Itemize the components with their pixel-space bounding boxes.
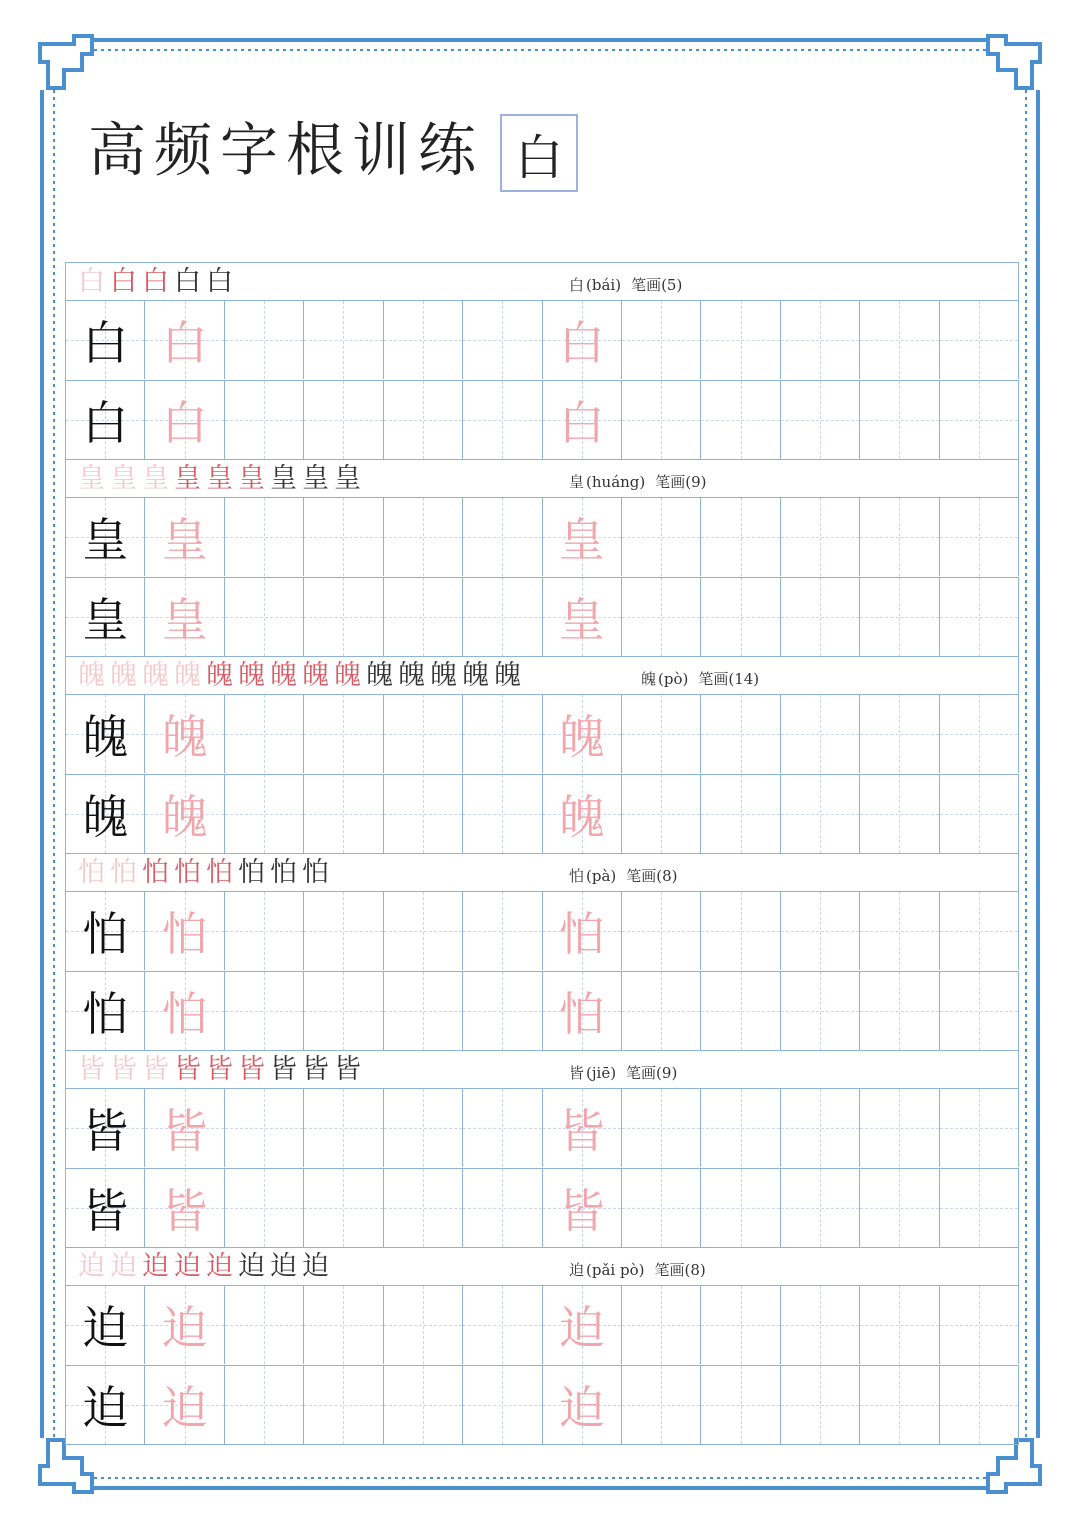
empty-practice-cell[interactable] <box>701 695 780 773</box>
empty-practice-cell[interactable] <box>940 695 1019 773</box>
stroke-step: 怕 <box>110 857 142 888</box>
grid-bottom-line <box>65 1444 1019 1445</box>
model-char: 皆 <box>82 1183 129 1238</box>
stroke-step: 怕 <box>238 857 270 888</box>
empty-practice-cell[interactable] <box>622 1366 701 1444</box>
char-section <box>65 656 1019 853</box>
model-char: 魄 <box>82 710 129 764</box>
trace-char: 怕 <box>161 986 208 1041</box>
empty-practice-cell[interactable] <box>225 1366 304 1444</box>
stroke-step: 魄 <box>302 660 334 691</box>
char-info <box>569 471 707 492</box>
empty-practice-cell[interactable] <box>622 775 701 853</box>
empty-practice-cell[interactable] <box>701 498 780 576</box>
trace-char: 魄 <box>161 789 208 844</box>
info-strokes: 笔画(9) <box>626 1064 678 1082</box>
empty-practice-cell[interactable] <box>463 578 542 656</box>
empty-practice-cell[interactable] <box>701 775 780 853</box>
trace-char: 皇 <box>161 592 208 647</box>
trace-char-cell[interactable] <box>543 695 622 773</box>
empty-practice-cell[interactable] <box>384 498 463 576</box>
info-strokes: 笔画(5) <box>631 276 683 294</box>
model-char-cell[interactable] <box>66 1366 145 1444</box>
model-char: 白 <box>82 395 129 450</box>
stroke-order-row <box>65 262 1019 300</box>
empty-practice-cell[interactable] <box>701 578 780 656</box>
stroke-step: 怕 <box>174 857 206 888</box>
empty-practice-cell[interactable] <box>225 1286 304 1364</box>
empty-practice-cell[interactable] <box>701 1366 780 1444</box>
trace-char-cell[interactable] <box>543 1169 622 1247</box>
stroke-order-row <box>65 1050 1019 1088</box>
empty-practice-cell[interactable] <box>940 301 1019 379</box>
stroke-step: 皆 <box>238 1054 270 1085</box>
empty-practice-cell[interactable] <box>781 1366 860 1444</box>
stroke-step: 皆 <box>174 1054 206 1085</box>
empty-practice-cell[interactable] <box>701 301 780 379</box>
stroke-step: 魄 <box>238 660 270 691</box>
empty-practice-cell[interactable] <box>622 578 701 656</box>
trace-char: 迫 <box>161 1380 208 1435</box>
empty-practice-cell[interactable] <box>940 1089 1019 1167</box>
empty-practice-cell[interactable] <box>304 381 383 459</box>
stroke-step: 怕 <box>302 857 334 888</box>
empty-practice-cell[interactable] <box>940 1366 1019 1444</box>
empty-practice-cell[interactable] <box>701 1089 780 1167</box>
trace-char-cell[interactable] <box>543 1286 622 1364</box>
writing-row <box>65 380 1019 460</box>
stroke-order-row <box>65 1247 1019 1285</box>
empty-practice-cell[interactable] <box>463 1366 542 1444</box>
empty-practice-cell[interactable] <box>860 381 939 459</box>
empty-practice-cell[interactable] <box>781 695 860 773</box>
stroke-order-row <box>65 656 1019 694</box>
stroke-step: 魄 <box>334 660 366 691</box>
stroke-step: 魄 <box>366 660 398 691</box>
trace-char: 白 <box>558 316 605 370</box>
model-char-cell[interactable] <box>66 775 145 853</box>
stroke-step: 皇 <box>206 463 238 494</box>
stroke-step: 皇 <box>270 463 302 494</box>
page-title: 高频字根训练 <box>88 116 485 184</box>
stroke-step: 皇 <box>334 463 366 494</box>
stroke-step: 怕 <box>78 857 110 888</box>
trace-char: 迫 <box>161 1301 208 1355</box>
stroke-step: 魄 <box>206 660 238 691</box>
empty-practice-cell[interactable] <box>304 1366 383 1444</box>
stroke-step: 魄 <box>174 660 206 691</box>
char-info <box>641 668 759 689</box>
empty-practice-cell[interactable] <box>622 381 701 459</box>
stroke-step: 魄 <box>270 660 302 691</box>
empty-practice-cell[interactable] <box>384 301 463 379</box>
empty-practice-cell[interactable] <box>860 578 939 656</box>
empty-practice-cell[interactable] <box>781 1169 860 1247</box>
empty-practice-cell[interactable] <box>463 301 542 379</box>
trace-char-cell[interactable] <box>543 381 622 459</box>
empty-practice-cell[interactable] <box>860 1366 939 1444</box>
writing-row <box>65 694 1019 774</box>
trace-char-cell[interactable] <box>145 775 224 853</box>
empty-practice-cell[interactable] <box>463 1169 542 1247</box>
empty-practice-cell[interactable] <box>781 578 860 656</box>
trace-char-cell[interactable] <box>145 695 224 773</box>
empty-practice-cell[interactable] <box>940 381 1019 459</box>
model-char-cell[interactable] <box>66 1169 145 1247</box>
stroke-step: 皇 <box>238 463 270 494</box>
stroke-step: 皆 <box>302 1054 334 1085</box>
stroke-step: 皆 <box>270 1054 302 1085</box>
info-pinyin: (pà) <box>586 867 617 885</box>
model-char-cell[interactable] <box>66 578 145 656</box>
stroke-step: 魄 <box>494 660 526 691</box>
empty-practice-cell[interactable] <box>225 972 304 1050</box>
empty-practice-cell[interactable] <box>622 1089 701 1167</box>
stroke-step: 魄 <box>398 660 430 691</box>
stroke-step: 皇 <box>302 463 334 494</box>
writing-row <box>65 971 1019 1051</box>
writing-row <box>65 1088 1019 1168</box>
trace-char-cell[interactable] <box>543 1366 622 1444</box>
empty-practice-cell[interactable] <box>225 1169 304 1247</box>
stroke-step: 皆 <box>206 1054 238 1085</box>
model-char-cell[interactable] <box>66 498 145 576</box>
stroke-step: 魄 <box>430 660 462 691</box>
writing-row <box>65 1365 1019 1445</box>
model-char: 怕 <box>82 986 129 1041</box>
trace-char-cell[interactable] <box>145 498 224 576</box>
char-section <box>65 853 1019 1050</box>
empty-practice-cell[interactable] <box>304 578 383 656</box>
info-pinyin: (huáng) <box>586 473 646 491</box>
trace-char: 皇 <box>558 592 605 647</box>
writing-row <box>65 774 1019 854</box>
stroke-step: 迫 <box>142 1251 174 1282</box>
writing-row <box>65 497 1019 577</box>
empty-practice-cell[interactable] <box>860 1169 939 1247</box>
trace-char-cell[interactable] <box>543 892 622 970</box>
empty-practice-cell[interactable] <box>384 892 463 970</box>
char-section <box>65 1247 1019 1444</box>
stroke-order-row <box>65 853 1019 891</box>
empty-practice-cell[interactable] <box>701 1169 780 1247</box>
info-char: 白 <box>569 276 585 294</box>
empty-practice-cell[interactable] <box>225 892 304 970</box>
stroke-step: 皇 <box>174 463 206 494</box>
empty-practice-cell[interactable] <box>940 498 1019 576</box>
model-char: 皇 <box>82 513 129 567</box>
empty-practice-cell[interactable] <box>860 972 939 1050</box>
model-char: 迫 <box>82 1301 129 1355</box>
empty-practice-cell[interactable] <box>384 1169 463 1247</box>
stroke-step: 皇 <box>142 463 174 494</box>
trace-char-cell[interactable] <box>145 1169 224 1247</box>
trace-char-cell[interactable] <box>543 972 622 1050</box>
empty-practice-cell[interactable] <box>701 381 780 459</box>
stroke-step: 怕 <box>206 857 238 888</box>
char-section <box>65 1050 1019 1247</box>
info-pinyin: (pò) <box>658 670 689 688</box>
empty-practice-cell[interactable] <box>304 301 383 379</box>
empty-practice-cell[interactable] <box>940 1169 1019 1247</box>
empty-practice-cell[interactable] <box>304 892 383 970</box>
empty-practice-cell[interactable] <box>225 578 304 656</box>
stroke-step: 皇 <box>78 463 110 494</box>
model-char: 魄 <box>82 789 129 844</box>
empty-practice-cell[interactable] <box>384 578 463 656</box>
trace-char: 怕 <box>558 907 605 961</box>
empty-practice-cell[interactable] <box>463 775 542 853</box>
empty-practice-cell[interactable] <box>225 301 304 379</box>
model-char: 怕 <box>82 907 129 961</box>
writing-row <box>65 1285 1019 1365</box>
trace-char-cell[interactable] <box>543 775 622 853</box>
writing-row <box>65 891 1019 971</box>
trace-char: 白 <box>161 316 208 370</box>
empty-practice-cell[interactable] <box>622 695 701 773</box>
info-char: 魄 <box>641 670 657 688</box>
trace-char-cell[interactable] <box>543 498 622 576</box>
empty-practice-cell[interactable] <box>225 1089 304 1167</box>
empty-practice-cell[interactable] <box>384 381 463 459</box>
trace-char: 白 <box>558 395 605 450</box>
empty-practice-cell[interactable] <box>860 1089 939 1167</box>
empty-practice-cell[interactable] <box>781 498 860 576</box>
trace-char: 迫 <box>558 1301 605 1355</box>
empty-practice-cell[interactable] <box>860 892 939 970</box>
stroke-step: 怕 <box>270 857 302 888</box>
stroke-step: 白 <box>110 266 142 297</box>
empty-practice-cell[interactable] <box>860 301 939 379</box>
empty-practice-cell[interactable] <box>622 1169 701 1247</box>
model-char-cell[interactable] <box>66 892 145 970</box>
empty-practice-cell[interactable] <box>781 1286 860 1364</box>
stroke-sequence <box>78 659 526 693</box>
char-section <box>65 459 1019 656</box>
model-char-cell[interactable] <box>66 695 145 773</box>
empty-practice-cell[interactable] <box>225 381 304 459</box>
trace-char: 魄 <box>161 710 208 764</box>
info-char: 皆 <box>569 1064 585 1082</box>
empty-practice-cell[interactable] <box>304 972 383 1050</box>
trace-char: 皆 <box>558 1104 605 1158</box>
char-info <box>569 1062 677 1083</box>
stroke-step: 魄 <box>110 660 142 691</box>
stroke-sequence <box>78 265 238 299</box>
trace-char: 皇 <box>558 513 605 567</box>
trace-char-cell[interactable] <box>543 578 622 656</box>
stroke-step: 皆 <box>78 1054 110 1085</box>
stroke-step: 迫 <box>110 1251 142 1282</box>
empty-practice-cell[interactable] <box>701 1286 780 1364</box>
stroke-step: 白 <box>78 266 110 297</box>
stroke-step: 皆 <box>142 1054 174 1085</box>
model-char-cell[interactable] <box>66 301 145 379</box>
empty-practice-cell[interactable] <box>940 775 1019 853</box>
empty-practice-cell[interactable] <box>225 695 304 773</box>
empty-practice-cell[interactable] <box>781 381 860 459</box>
info-pinyin: (pǎi pò) <box>586 1261 645 1279</box>
stroke-step: 皆 <box>110 1054 142 1085</box>
info-char: 怕 <box>569 867 585 885</box>
empty-practice-cell[interactable] <box>304 1089 383 1167</box>
empty-practice-cell[interactable] <box>860 775 939 853</box>
empty-practice-cell[interactable] <box>384 972 463 1050</box>
stroke-step: 白 <box>142 266 174 297</box>
empty-practice-cell[interactable] <box>463 1089 542 1167</box>
trace-char: 皆 <box>161 1183 208 1238</box>
trace-char: 白 <box>161 395 208 450</box>
empty-practice-cell[interactable] <box>384 1366 463 1444</box>
stroke-order-row <box>65 459 1019 497</box>
stroke-step: 迫 <box>206 1251 238 1282</box>
stroke-step: 迫 <box>270 1251 302 1282</box>
empty-practice-cell[interactable] <box>463 381 542 459</box>
trace-char: 魄 <box>558 789 605 844</box>
empty-practice-cell[interactable] <box>701 892 780 970</box>
empty-practice-cell[interactable] <box>463 498 542 576</box>
trace-char-cell[interactable] <box>145 1089 224 1167</box>
empty-practice-cell[interactable] <box>304 1169 383 1247</box>
trace-char: 皇 <box>161 513 208 567</box>
empty-practice-cell[interactable] <box>781 301 860 379</box>
char-section <box>65 262 1019 459</box>
model-char-cell[interactable] <box>66 972 145 1050</box>
stroke-step: 皆 <box>334 1054 366 1085</box>
empty-practice-cell[interactable] <box>463 695 542 773</box>
empty-practice-cell[interactable] <box>463 892 542 970</box>
stroke-step: 迫 <box>238 1251 270 1282</box>
char-info <box>569 865 678 886</box>
stroke-sequence <box>78 1053 366 1087</box>
stroke-step: 魄 <box>462 660 494 691</box>
trace-char-cell[interactable] <box>145 892 224 970</box>
empty-practice-cell[interactable] <box>304 695 383 773</box>
empty-practice-cell[interactable] <box>781 775 860 853</box>
info-strokes: 笔画(9) <box>655 473 707 491</box>
empty-practice-cell[interactable] <box>384 1286 463 1364</box>
empty-practice-cell[interactable] <box>940 892 1019 970</box>
char-info <box>569 1259 706 1280</box>
model-char: 迫 <box>82 1380 129 1435</box>
empty-practice-cell[interactable] <box>781 892 860 970</box>
empty-practice-cell[interactable] <box>622 301 701 379</box>
info-char: 迫 <box>569 1261 585 1279</box>
empty-practice-cell[interactable] <box>225 775 304 853</box>
stroke-sequence <box>78 856 334 890</box>
info-strokes: 笔画(8) <box>626 867 678 885</box>
empty-practice-cell[interactable] <box>860 695 939 773</box>
stroke-sequence <box>78 462 366 496</box>
empty-practice-cell[interactable] <box>622 972 701 1050</box>
info-pinyin: (jiē) <box>586 1064 617 1082</box>
model-char-cell[interactable] <box>66 1286 145 1364</box>
writing-row <box>65 577 1019 657</box>
trace-char: 魄 <box>558 710 605 764</box>
trace-char-cell[interactable] <box>145 578 224 656</box>
model-char-cell[interactable] <box>66 1089 145 1167</box>
trace-char-cell[interactable] <box>145 972 224 1050</box>
stroke-step: 怕 <box>142 857 174 888</box>
stroke-step: 魄 <box>142 660 174 691</box>
empty-practice-cell[interactable] <box>384 775 463 853</box>
info-char: 皇 <box>569 473 585 491</box>
empty-practice-cell[interactable] <box>384 1089 463 1167</box>
empty-practice-cell[interactable] <box>304 498 383 576</box>
model-char: 皆 <box>82 1104 129 1158</box>
stroke-step: 迫 <box>78 1251 110 1282</box>
stroke-step: 白 <box>206 266 238 297</box>
stroke-step: 魄 <box>78 660 110 691</box>
practice-grid <box>65 262 1019 1445</box>
trace-char: 迫 <box>558 1380 605 1435</box>
info-pinyin: (bái) <box>586 276 622 294</box>
trace-char: 皆 <box>558 1183 605 1238</box>
trace-char: 怕 <box>161 907 208 961</box>
model-char-cell[interactable] <box>66 381 145 459</box>
stroke-step: 迫 <box>302 1251 334 1282</box>
trace-char-cell[interactable] <box>145 301 224 379</box>
model-char: 皇 <box>82 592 129 647</box>
writing-row <box>65 300 1019 380</box>
empty-practice-cell[interactable] <box>860 1286 939 1364</box>
empty-practice-cell[interactable] <box>463 972 542 1050</box>
info-strokes: 笔画(14) <box>698 670 760 688</box>
writing-row <box>65 1168 1019 1248</box>
trace-char-cell[interactable] <box>145 381 224 459</box>
empty-practice-cell[interactable] <box>940 1286 1019 1364</box>
trace-char-cell[interactable] <box>145 1286 224 1364</box>
empty-practice-cell[interactable] <box>622 892 701 970</box>
empty-practice-cell[interactable] <box>463 1286 542 1364</box>
trace-char-cell[interactable] <box>543 1089 622 1167</box>
empty-practice-cell[interactable] <box>940 972 1019 1050</box>
empty-practice-cell[interactable] <box>622 498 701 576</box>
stroke-step: 白 <box>174 266 206 297</box>
trace-char-cell[interactable] <box>145 1366 224 1444</box>
empty-practice-cell[interactable] <box>384 695 463 773</box>
empty-practice-cell[interactable] <box>781 1089 860 1167</box>
empty-practice-cell[interactable] <box>304 1286 383 1364</box>
stroke-step: 迫 <box>174 1251 206 1282</box>
empty-practice-cell[interactable] <box>622 1286 701 1364</box>
info-strokes: 笔画(8) <box>654 1261 706 1279</box>
model-char: 白 <box>82 316 129 370</box>
trace-char: 怕 <box>558 986 605 1041</box>
char-info <box>569 274 682 295</box>
empty-practice-cell[interactable] <box>781 972 860 1050</box>
empty-practice-cell[interactable] <box>701 972 780 1050</box>
empty-practice-cell[interactable] <box>940 578 1019 656</box>
root-char-box: 白 <box>500 114 578 192</box>
trace-char-cell[interactable] <box>543 301 622 379</box>
trace-char: 皆 <box>161 1104 208 1158</box>
empty-practice-cell[interactable] <box>225 498 304 576</box>
empty-practice-cell[interactable] <box>860 498 939 576</box>
stroke-sequence <box>78 1250 334 1284</box>
stroke-step: 皇 <box>110 463 142 494</box>
empty-practice-cell[interactable] <box>304 775 383 853</box>
